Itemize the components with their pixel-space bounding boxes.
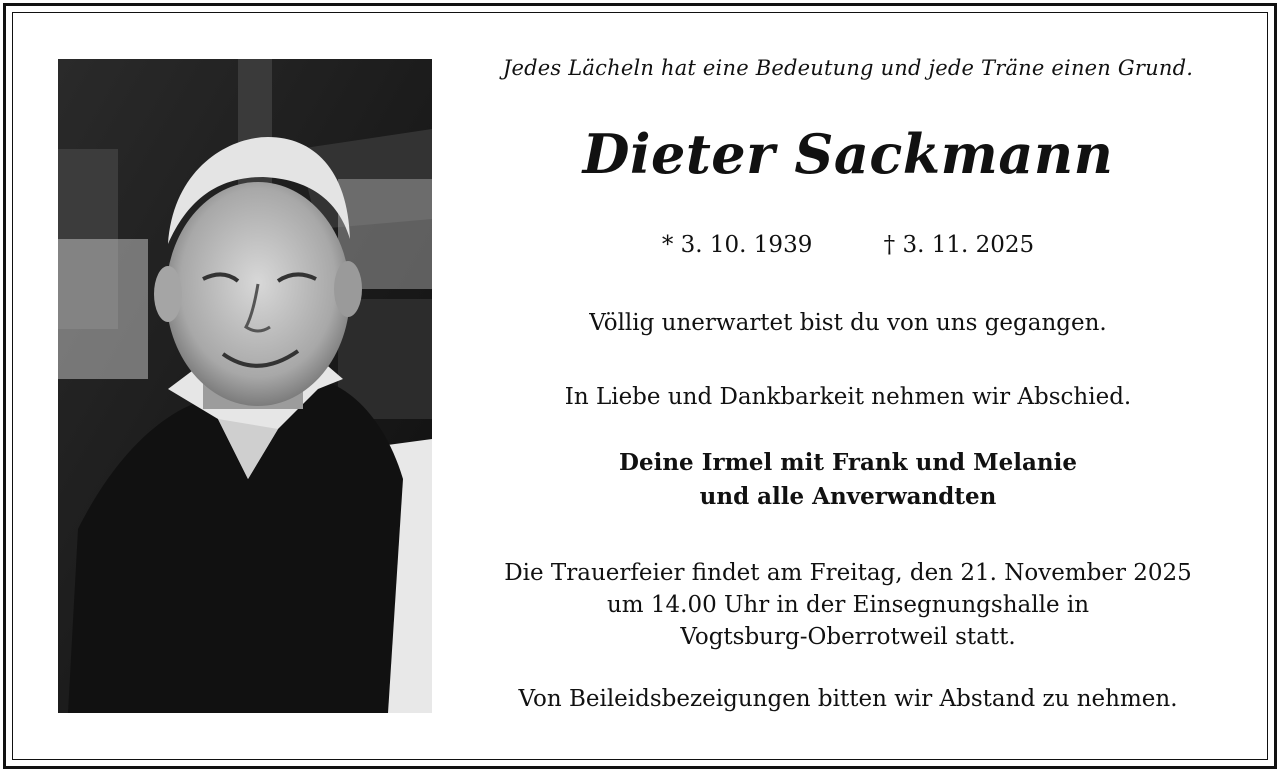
portrait-photo [58, 59, 432, 713]
message-unexpected: Völlig unerwartet bist du von uns gegangen. [589, 310, 1107, 336]
ceremony-line: Die Trauerfeier findet am Freitag, den 21. November 2025 [504, 560, 1192, 586]
deceased-name: Dieter Sackmann [582, 122, 1114, 186]
message-farewell: In Liebe und Dankbarkeit nehmen wir Abschied. [564, 384, 1132, 410]
ceremony-line: Vogtsburg-Oberrotweil statt. [680, 624, 1016, 650]
funeral-details [468, 557, 1228, 653]
family-signature [468, 446, 1228, 514]
closing-request: Von Beileidsbezeigungen bitten wir Abstand zu nehmen. [518, 686, 1178, 712]
birth-date: * 3. 10. 1939 [661, 232, 813, 258]
death-date: † 3. 11. 2025 [883, 232, 1035, 258]
portrait-illustration [58, 59, 432, 713]
life-dates [468, 232, 1228, 258]
family-line: Deine Irmel mit Frank und Melanie [619, 449, 1077, 476]
family-line: und alle Anverwandten [699, 483, 997, 510]
motto-line: Jedes Lächeln hat eine Bedeutung und jede Träne einen Grund. [502, 56, 1194, 80]
ceremony-line: um 14.00 Uhr in der Einsegnungshalle in [606, 592, 1090, 618]
